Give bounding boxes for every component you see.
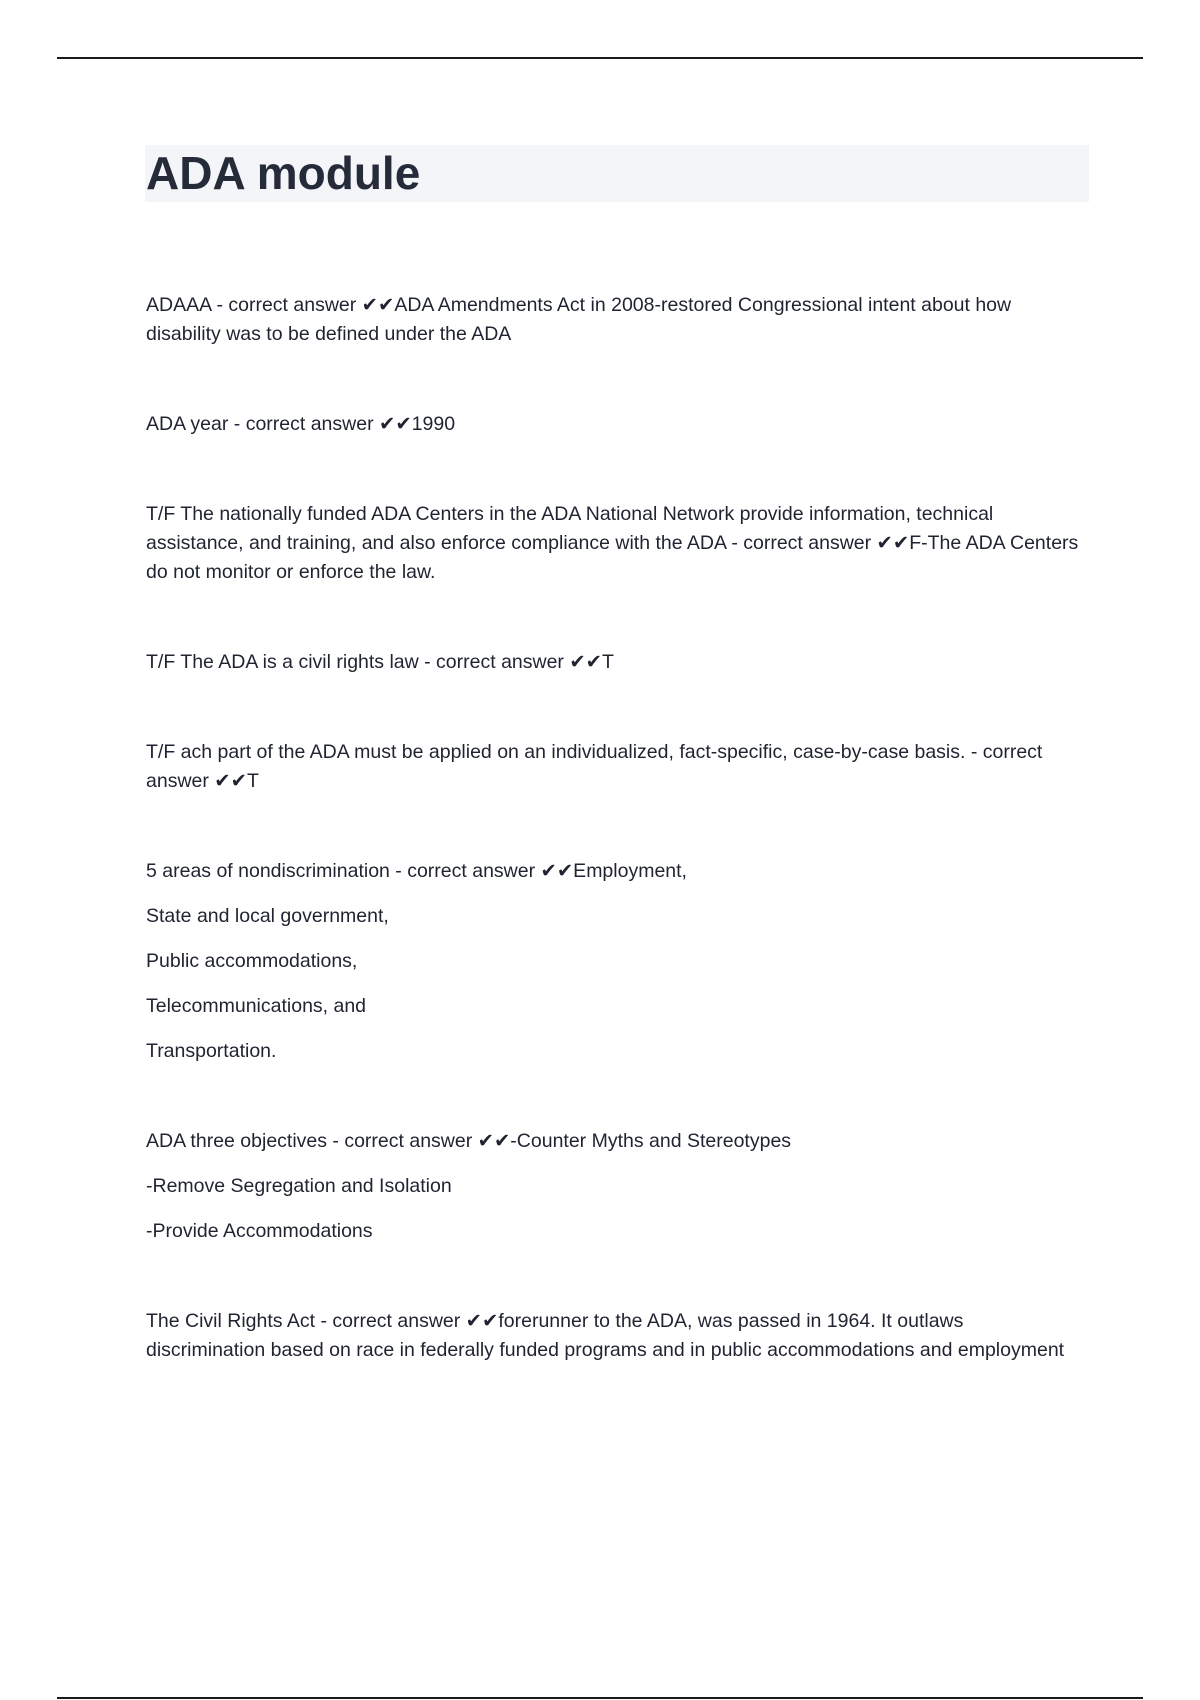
entry-ada-year xyxy=(146,410,1086,439)
entry-text: ADA three objectives - correct answer ✔✔-Counter Myths and Stereotypes xyxy=(146,1130,792,1152)
entry-list-line: Telecommunications, and xyxy=(146,995,367,1017)
entry-five-areas xyxy=(146,857,1086,1066)
entry-text: 5 areas of nondiscrimination - correct answer ✔✔Employment, xyxy=(146,860,687,882)
entry-text: T/F ach part of the ADA must be applied on an individualized, fact-specific, case-by-case basis. - correct answer ✔✔T xyxy=(146,741,1043,792)
entry-text: ADA year - correct answer ✔✔1990 xyxy=(146,413,456,435)
entry-civil-rights-act xyxy=(146,1307,1086,1365)
entry-individualized-basis xyxy=(146,738,1086,796)
document-body xyxy=(146,291,1086,1426)
entry-civil-rights-law xyxy=(146,648,1086,677)
document-title: ADA module xyxy=(146,147,421,199)
entry-text: The Civil Rights Act - correct answer ✔✔forerunner to the ADA, was passed in 1964. It outlaws discrimination based on race in federally funded programs and in public accommodations and employment xyxy=(146,1310,1065,1361)
entry-text: T/F The ADA is a civil rights law - correct answer ✔✔T xyxy=(146,651,614,673)
entry-adaaa xyxy=(146,291,1086,349)
entry-three-objectives xyxy=(146,1127,1086,1246)
entry-text: T/F The nationally funded ADA Centers in the ADA National Network provide information, technical assistance, and training, and also enforce compliance with the ADA - correct answer ✔✔F-The ADA Centers do not monitor or enforce the law. xyxy=(146,503,1079,583)
top-rule xyxy=(57,57,1143,59)
entry-list-line: Public accommodations, xyxy=(146,950,358,972)
entry-list-line: -Remove Segregation and Isolation xyxy=(146,1175,452,1197)
entry-ada-centers xyxy=(146,500,1086,587)
entry-list-line: -Provide Accommodations xyxy=(146,1220,373,1242)
bottom-rule xyxy=(57,1697,1143,1699)
entry-list-line: State and local government, xyxy=(146,905,389,927)
entry-list-line: Transportation. xyxy=(146,1040,277,1062)
entry-text: ADAAA - correct answer ✔✔ADA Amendments Act in 2008-restored Congressional intent about how disability was to be defined under the ADA xyxy=(146,294,1012,345)
